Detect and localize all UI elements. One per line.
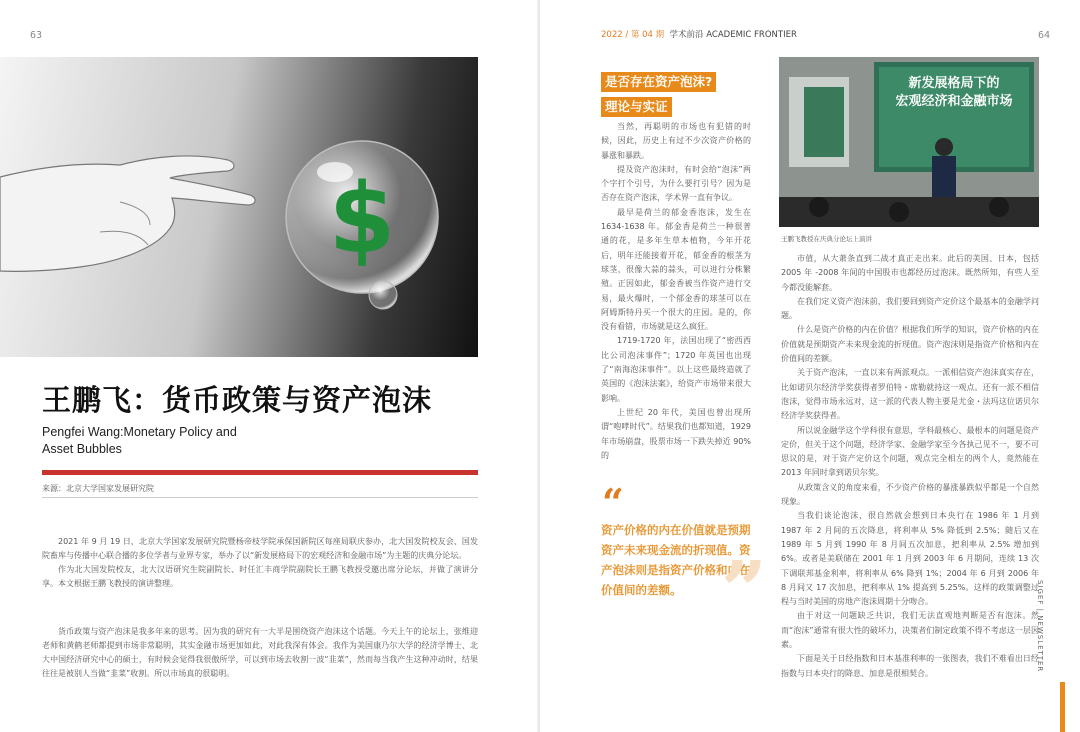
open-quote-icon: “ (602, 480, 624, 525)
column-2-text (781, 252, 1039, 681)
article-source: 来源：北京大学国家发展研究院 (42, 484, 154, 493)
newsletter-side-label: SIGEF | NEWSLETTER (1036, 580, 1044, 673)
issue-label: 2022 / 第 04 期 (601, 30, 665, 40)
side-accent-bar (1060, 682, 1065, 732)
journal-name: 学术前沿 ACADEMIC FRONTIER (669, 30, 797, 40)
page-number-right: 64 (1037, 30, 1050, 41)
right-page (540, 0, 1080, 732)
page-number-left: 63 (30, 30, 43, 41)
event-photo (779, 57, 1039, 227)
column-paragraph: 什么是资产价格的内在价值？根据我们所学的知识，资产价格的内在价值就是预期资产未来现金流的折现值。资产泡沫则是指资产价格和内在价值间的差额。 (781, 325, 1039, 364)
column-paragraph: 当然，再聪明的市场也有犯错的时候，因此，历史上有过不少次资产价格的暴涨和暴跌。 (601, 122, 751, 160)
screen-title-line-1: 新发展格局下的 (908, 76, 1000, 91)
hand-bubble-illustration (0, 57, 478, 357)
column-paragraph: 在我们定义资产泡沫前，我们要回到资产定价这个最基本的金融学问题。 (781, 296, 1039, 321)
column-paragraph: 当我们谈论泡沫，很自然就会想到日本央行在 1986 年 1 月到 1987 年 2 月间的五次降息，将利率从 5% 降低到 2.5%；随后又在 1989 年 5 月到 1990 年 8 月间五次加息，把利率从 2.5% 增加到 6%。或者是美联储在 2001 年 1 月到 2003 年 6 月期间，连续 13 次下调联邦基金利率，将利率从 6% 降到 1%；2004 年 6 月到 2006 年 8 月间又 17 次加息，把利率从 1% 提高到 5.25%。这样的政策调整过程与当时美国的房地产泡沫周期十分吻合。 (781, 511, 1039, 607)
speaker-scene (779, 57, 1039, 227)
column-paragraph: 提及资产泡沫时，有时会给“泡沫”两个字打个引号，为什么要打引号？因为是否存在资产泡沫，学术界一直有争议。 (601, 164, 751, 203)
column-paragraph: 由于对这一问题缺乏共识，我们无法直观地判断是否有泡沫。然而“泡沫”通常有很大性的破坏力，决策者们制定政策不得不考虑这一层因素。 (781, 611, 1039, 650)
journal-header (601, 28, 797, 40)
column-paragraph: 下面是关于日经指数和日本基准利率的一张图表，我们不难看出日经指数与日本央行的降息、加息是很相契合。 (781, 654, 1039, 678)
intro-paragraph: 作为北大国发院校友，北大汉语研究生院副院长、时任汇丰商学院副院长王鹏飞教授受邀出席分论坛，并做了演讲分享。本文根据王鹏飞教授的演讲整理。 (42, 565, 478, 588)
article-title: 王鹏飞：货币政策与资产泡沫 (42, 383, 433, 417)
intro-paragraph: 2021 年 9 月 19 日，北京大学国家发展研究院暨杨帝枝学院承保国新院区每座局联庆参办，北大国发院校友会、国发院畜库与传播中心联合播的多位学者与业界专家，举办了以“新发展格局下的宏观经济和金融市场”为主题的庆典分论坛。 (42, 537, 478, 560)
column-paragraph: 所以说金融学这个学科很有意思，学科最核心、最根本的问题是资产定价，但关于这个问题，经济学家、金融学家至今各执己见不一，要不可思议的是，对于资产定价这个问题，观点完全相左的两个人，竟然能在 2013 年同时拿到诺贝尔奖。 (781, 425, 1039, 478)
pull-quote: 资产价格的内在价值就是预期资产未来现金流的折现值。资产泡沫则是指资产价格和内在价值间的差额。 (601, 523, 751, 597)
screen-title-line-2: 宏观经济和金融市场 (895, 94, 1013, 109)
column-paragraph: 市值，从大萧条直到二战才真正走出来。此后的美国、日本，包括 2005 年 -2008 年间的中国股市也都经历过泡沫。既然所知，有些人至今都没能解套。 (781, 254, 1039, 292)
column-paragraph: 关于资产泡沫，一直以来有两派观点。一派相信资产泡沫真实存在，比如诺贝尔经济学奖获得者罗伯特・席勒就持这一观点。还有一派不相信泡沫，觉得市场永远对，这一派的代表人物主要是尤金・法玛这位诺贝尔经济学奖获得者。 (781, 368, 1039, 421)
body-paragraph-block (42, 625, 478, 681)
close-quote-icon: ” (721, 543, 768, 637)
intro-paragraphs (42, 535, 478, 591)
source-divider (42, 497, 478, 498)
column-paragraph: 从政策含义的角度来看，不少资产价格的暴涨暴跌似乎都是一个自然现象。 (781, 482, 1039, 507)
article-subtitle-en (42, 424, 302, 458)
hero-photo (0, 57, 478, 357)
column-1-text (601, 120, 751, 463)
column-paragraph: 1719-1720 年，法国出现了“密西西比公司泡沫事件”；1720 年英国也出现了“南海泡沫事件”。以上这些最终造就了英国的《泡沫法案》，给资产市场带来很大影响。 (601, 336, 751, 403)
photo-caption: 王鹏飞教授在庆典分论坛上演讲 (781, 235, 872, 243)
title-rule (42, 470, 478, 475)
section-heading (601, 71, 761, 121)
column-paragraph: 最早是荷兰的郁金香泡沫，发生在1634-1638 年。郁金香是荷兰一种很普通的花，是多年生草本植物，今年开花后，明年还能接着开花，郁金香的根茎为球茎，很像大蒜的蒜头，可以进行分株繁殖。正因如此，郁金香被当作资产进行交易，最火爆时，一个郁金香的球茎可以在阿姆斯特丹买一个很大的庄园。是的，你没有看错，市场就是这么疯狂。 (601, 207, 751, 332)
section-heading-line-2: 理论与实证 (601, 97, 672, 117)
subtitle-line-1: Pengfei Wang:Monetary Policy and (42, 425, 237, 439)
section-heading-line-1: 是否存在资产泡沫? (601, 72, 716, 92)
subtitle-line-2: Asset Bubbles (42, 442, 122, 456)
column-paragraph: 上世纪 20 年代，美国也曾出现所谓“咆哮时代”。结果我们也都知道，1929 年市场崩盘，股票市场一下跌失掉近 90% 的 (601, 407, 751, 460)
dollar-sign-icon: $ (328, 163, 396, 275)
body-paragraph: 货币政策与资产泡沫是我多年来的思考。因为我的研究有一大半是围绕资产泡沫这个话题。今天上午的论坛上，张维迎老师和黄鹤老师都提到市场非常聪明，其实金融市场更加如此，对此我深有体会。我作为美国康乃尔大学的经济学博士、北大中国经济研究中心的硕士，有时候会觉得我很傲所学，可以到市场去收割一波“韭菜”，然而每当我产生这种冲动时，结果往往是被别人当做“韭菜”收割。所以市场真的很聪明。 (42, 627, 478, 678)
